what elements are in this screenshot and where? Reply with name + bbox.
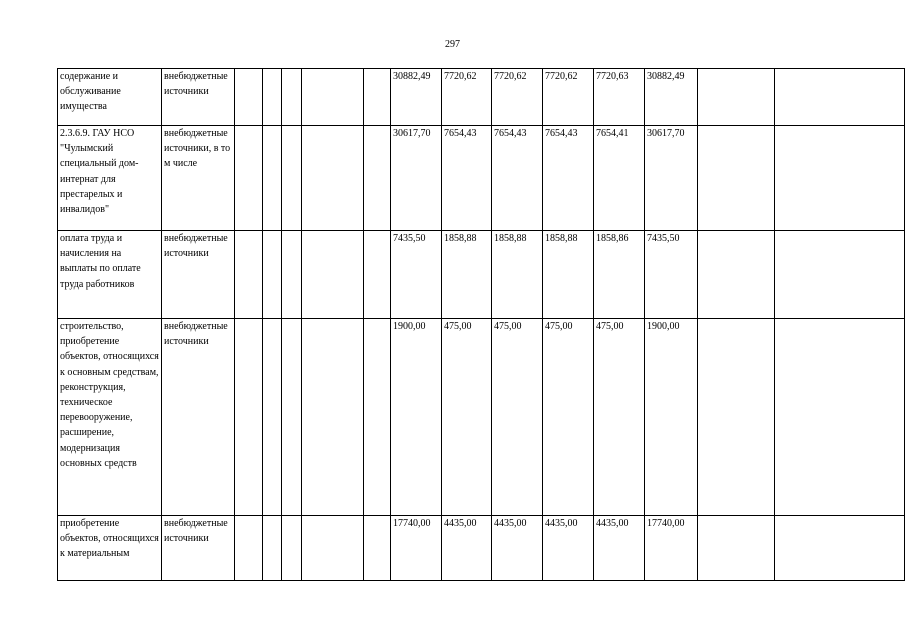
budget-table: [57, 68, 905, 581]
empty-cell: [775, 126, 905, 231]
empty-cell: [364, 231, 391, 319]
empty-cell: [235, 516, 263, 581]
empty-cell: [302, 231, 364, 319]
funding-source: внебюджетные источники, в том числе: [164, 128, 231, 170]
year-value-cell: 4435,00: [594, 516, 645, 581]
page-number: 297: [445, 39, 460, 50]
funding-source-cell: [162, 516, 235, 581]
year-value-cell: 4435,00: [442, 516, 492, 581]
table-row: [58, 231, 905, 319]
year-value-cell: 1858,88: [543, 231, 594, 319]
table-row: [58, 69, 905, 126]
table-row: [58, 516, 905, 581]
empty-cell: [235, 126, 263, 231]
empty-cell: [302, 319, 364, 516]
empty-cell: [775, 231, 905, 319]
empty-cell: [235, 319, 263, 516]
empty-cell: [775, 319, 905, 516]
empty-cell: [775, 516, 905, 581]
total-value-cell: 17740,00: [645, 516, 698, 581]
expense-name-cell: [58, 231, 162, 319]
year-value-cell: 7654,43: [492, 126, 543, 231]
table-row: [58, 126, 905, 231]
expense-name: приобретение объектов, относящихся к материальным: [60, 518, 159, 560]
year-value-cell: 7654,43: [543, 126, 594, 231]
total-value-cell: 7435,50: [645, 231, 698, 319]
year-value-cell: 7720,62: [492, 69, 543, 126]
funding-source: внебюджетные источники: [164, 518, 228, 545]
empty-cell: [235, 69, 263, 126]
empty-cell: [698, 126, 775, 231]
empty-cell: [263, 516, 282, 581]
year-value-cell: 7720,62: [442, 69, 492, 126]
empty-cell: [698, 231, 775, 319]
total-value-cell: 1900,00: [391, 319, 442, 516]
expense-name-cell: [58, 69, 162, 126]
expense-name: оплата труда и начисления на выплаты по оплате труда работников: [60, 233, 141, 290]
funding-source-cell: [162, 319, 235, 516]
total-value-cell: 30882,49: [391, 69, 442, 126]
year-value-cell: 7654,41: [594, 126, 645, 231]
total-value-cell: 17740,00: [391, 516, 442, 581]
table-row: [58, 319, 905, 516]
year-value-cell: 475,00: [442, 319, 492, 516]
total-value-cell: 1900,00: [645, 319, 698, 516]
empty-cell: [364, 516, 391, 581]
funding-source: внебюджетные источники: [164, 71, 228, 98]
empty-cell: [364, 319, 391, 516]
year-value-cell: 1858,88: [442, 231, 492, 319]
year-value-cell: 1858,86: [594, 231, 645, 319]
year-value-cell: 4435,00: [543, 516, 594, 581]
funding-source-cell: [162, 126, 235, 231]
total-value-cell: 7435,50: [391, 231, 442, 319]
empty-cell: [364, 69, 391, 126]
empty-cell: [698, 319, 775, 516]
empty-cell: [698, 516, 775, 581]
empty-cell: [282, 69, 302, 126]
year-value-cell: 475,00: [543, 319, 594, 516]
year-value-cell: 7720,62: [543, 69, 594, 126]
empty-cell: [775, 69, 905, 126]
funding-source-cell: [162, 69, 235, 126]
empty-cell: [263, 126, 282, 231]
empty-cell: [282, 516, 302, 581]
empty-cell: [364, 126, 391, 231]
empty-cell: [263, 69, 282, 126]
empty-cell: [263, 319, 282, 516]
empty-cell: [282, 319, 302, 516]
year-value-cell: 4435,00: [492, 516, 543, 581]
empty-cell: [302, 516, 364, 581]
empty-cell: [302, 69, 364, 126]
expense-name-cell: [58, 126, 162, 231]
year-value-cell: 7720,63: [594, 69, 645, 126]
year-value-cell: 475,00: [594, 319, 645, 516]
expense-name: содержание и обслуживание имущества: [60, 71, 121, 113]
funding-source-cell: [162, 231, 235, 319]
expense-name: строительство, приобретение объектов, относящихся к основным средствам, реконструкция, техническое перевооружение, расширение, модернизация основных средств: [60, 321, 159, 469]
expense-name: 2.3.6.9. ГАУ НСО "Чулымский специальный дом-интернат для престарелых и инвалидов": [60, 128, 139, 216]
expense-name-cell: [58, 319, 162, 516]
total-value-cell: 30617,70: [645, 126, 698, 231]
funding-source: внебюджетные источники: [164, 321, 228, 348]
empty-cell: [282, 231, 302, 319]
year-value-cell: 1858,88: [492, 231, 543, 319]
empty-cell: [698, 69, 775, 126]
total-value-cell: 30882,49: [645, 69, 698, 126]
expense-name-cell: [58, 516, 162, 581]
empty-cell: [263, 231, 282, 319]
empty-cell: [282, 126, 302, 231]
year-value-cell: 7654,43: [442, 126, 492, 231]
empty-cell: [235, 231, 263, 319]
year-value-cell: 475,00: [492, 319, 543, 516]
total-value-cell: 30617,70: [391, 126, 442, 231]
funding-source: внебюджетные источники: [164, 233, 228, 260]
empty-cell: [302, 126, 364, 231]
